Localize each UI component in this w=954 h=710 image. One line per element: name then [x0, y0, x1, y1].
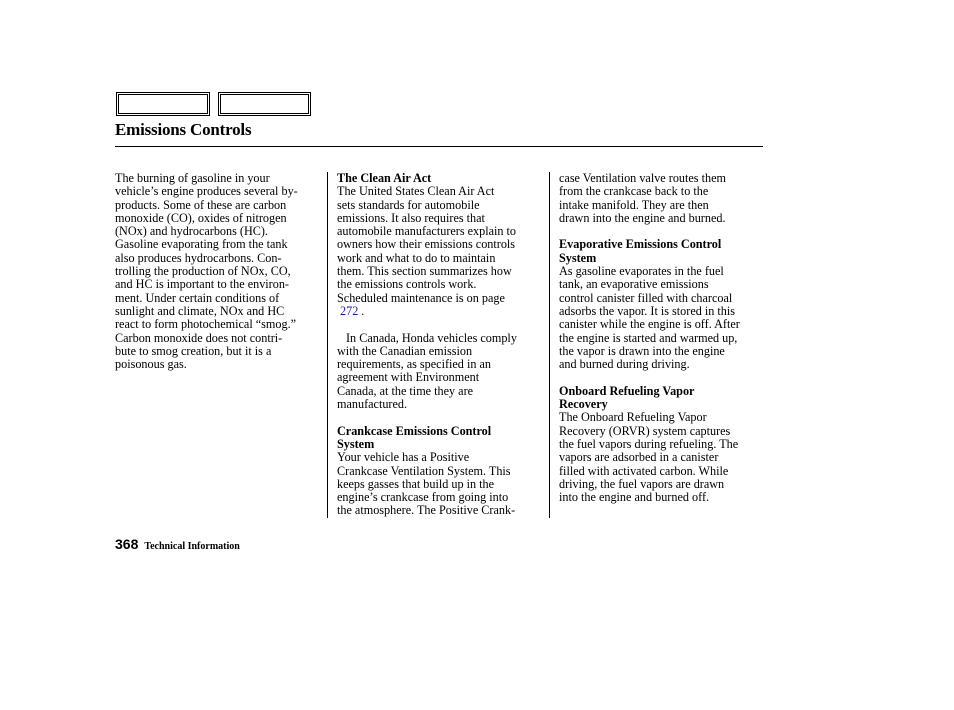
page-reference-line	[337, 305, 543, 318]
clean-air-line: The United States Clean Air Act	[337, 184, 495, 199]
intro-line: monoxide (CO), oxides of nitrogen	[115, 210, 287, 225]
crankcase-line: engine’s crankcase from going into	[337, 490, 509, 505]
crankcase-line: Your vehicle has a Positive	[337, 450, 470, 465]
crankcase-cont-line: case Ventilation valve routes them	[559, 171, 726, 185]
page-reference-link[interactable]: 272	[340, 303, 359, 318]
intro-line: products. Some of these are carbon	[115, 197, 287, 212]
clean-air-line: emissions. It also requires that	[337, 210, 485, 225]
nav-button-next[interactable]	[218, 92, 311, 116]
crankcase-line: the atmosphere. The Positive Crank-	[337, 503, 516, 518]
intro-line: react to form photochemical “smog.”	[115, 317, 297, 332]
clean-air-line: Scheduled maintenance is on page	[337, 290, 505, 305]
intro-line: The burning of gasoline in your	[115, 171, 270, 185]
page-title: Emissions Controls	[115, 120, 252, 139]
orvr-line: The Onboard Refueling Vapor	[559, 410, 707, 425]
crankcase-heading: Crankcase Emissions Control	[337, 423, 492, 438]
orvr-heading: Recovery	[559, 397, 608, 412]
clean-air-line: work and what to do to maintain	[337, 250, 496, 265]
orvr-line: vapors are adsorbed in a canister	[559, 450, 719, 465]
evap-line: canister while the engine is off. After	[559, 317, 740, 332]
page-reference-suffix: .	[361, 303, 365, 318]
canada-line: manufactured.	[337, 397, 408, 412]
intro-line: trolling the production of NOx, CO,	[115, 264, 291, 279]
intro-line: and HC is important to the environ-	[115, 277, 289, 292]
clean-air-act-heading: The Clean Air Act	[337, 171, 432, 185]
column-divider-1	[327, 172, 328, 518]
evap-heading: System	[559, 250, 597, 265]
canada-line: requirements, as specified in an	[337, 357, 491, 372]
column-3	[559, 172, 764, 504]
evap-line: tank, an evaporative emissions	[559, 277, 709, 292]
canada-line: agreement with Environment	[337, 370, 480, 385]
crankcase-line: keeps gasses that build up in the	[337, 476, 495, 491]
orvr-line: driving, the fuel vapors are drawn	[559, 476, 725, 491]
crankcase-line: Crankcase Ventilation System. This	[337, 463, 511, 478]
nav-button-previous[interactable]	[116, 92, 210, 116]
intro-line: Carbon monoxide does not contri-	[115, 330, 283, 345]
title-divider	[115, 146, 763, 147]
orvr-line: into the engine and burned off.	[559, 490, 710, 505]
crankcase-cont-line: from the crankcase back to the	[559, 184, 709, 199]
clean-air-line: them. This section summarizes how	[337, 264, 512, 279]
clean-air-line: the emissions controls work.	[337, 277, 477, 292]
evap-line: As gasoline evaporates in the fuel	[559, 264, 724, 279]
evap-line: adsorbs the vapor. It is stored in this	[559, 303, 736, 318]
intro-line: bute to smog creation, but it is a	[115, 343, 272, 358]
intro-line: Gasoline evaporating from the tank	[115, 237, 288, 252]
orvr-line: Recovery (ORVR) system captures	[559, 423, 731, 438]
page-number: 368	[115, 536, 139, 552]
intro-line: sunlight and climate, NOx and HC	[115, 303, 285, 318]
orvr-line: the fuel vapors during refueling. The	[559, 436, 739, 451]
evap-line: and burned during driving.	[559, 357, 690, 372]
clean-air-line: automobile manufacturers explain to	[337, 224, 517, 239]
section-name: Technical Information	[144, 541, 240, 552]
column-2	[337, 172, 543, 518]
intro-line: ment. Under certain conditions of	[115, 290, 280, 305]
clean-air-line: owners how their emissions controls	[337, 237, 516, 252]
evap-line: the engine is started and warmed up,	[559, 330, 738, 345]
evap-line: the vapor is drawn into the engine	[559, 343, 725, 358]
canada-line: In Canada, Honda vehicles comply	[346, 330, 517, 345]
clean-air-line: sets standards for automobile	[337, 197, 480, 212]
evap-heading: Evaporative Emissions Control	[559, 237, 722, 252]
canada-line: Canada, at the time they are	[337, 383, 474, 398]
orvr-line: filled with activated carbon. While	[559, 463, 729, 478]
intro-line: vehicle’s engine produces several by-	[115, 184, 298, 199]
intro-line: (NOx) and hydrocarbons (HC).	[115, 224, 268, 239]
column-divider-2	[549, 172, 550, 518]
crankcase-cont-line: drawn into the engine and burned.	[559, 210, 726, 225]
intro-line: poisonous gas.	[115, 357, 187, 372]
crankcase-heading: System	[337, 436, 375, 451]
canada-line: with the Canadian emission	[337, 343, 473, 358]
page-footer	[115, 536, 240, 554]
evap-line: control canister filled with charcoal	[559, 290, 733, 305]
intro-line: also produces hydrocarbons. Con-	[115, 250, 282, 265]
column-1	[115, 172, 320, 371]
orvr-heading: Onboard Refueling Vapor	[559, 383, 695, 398]
crankcase-cont-line: intake manifold. They are then	[559, 197, 709, 212]
